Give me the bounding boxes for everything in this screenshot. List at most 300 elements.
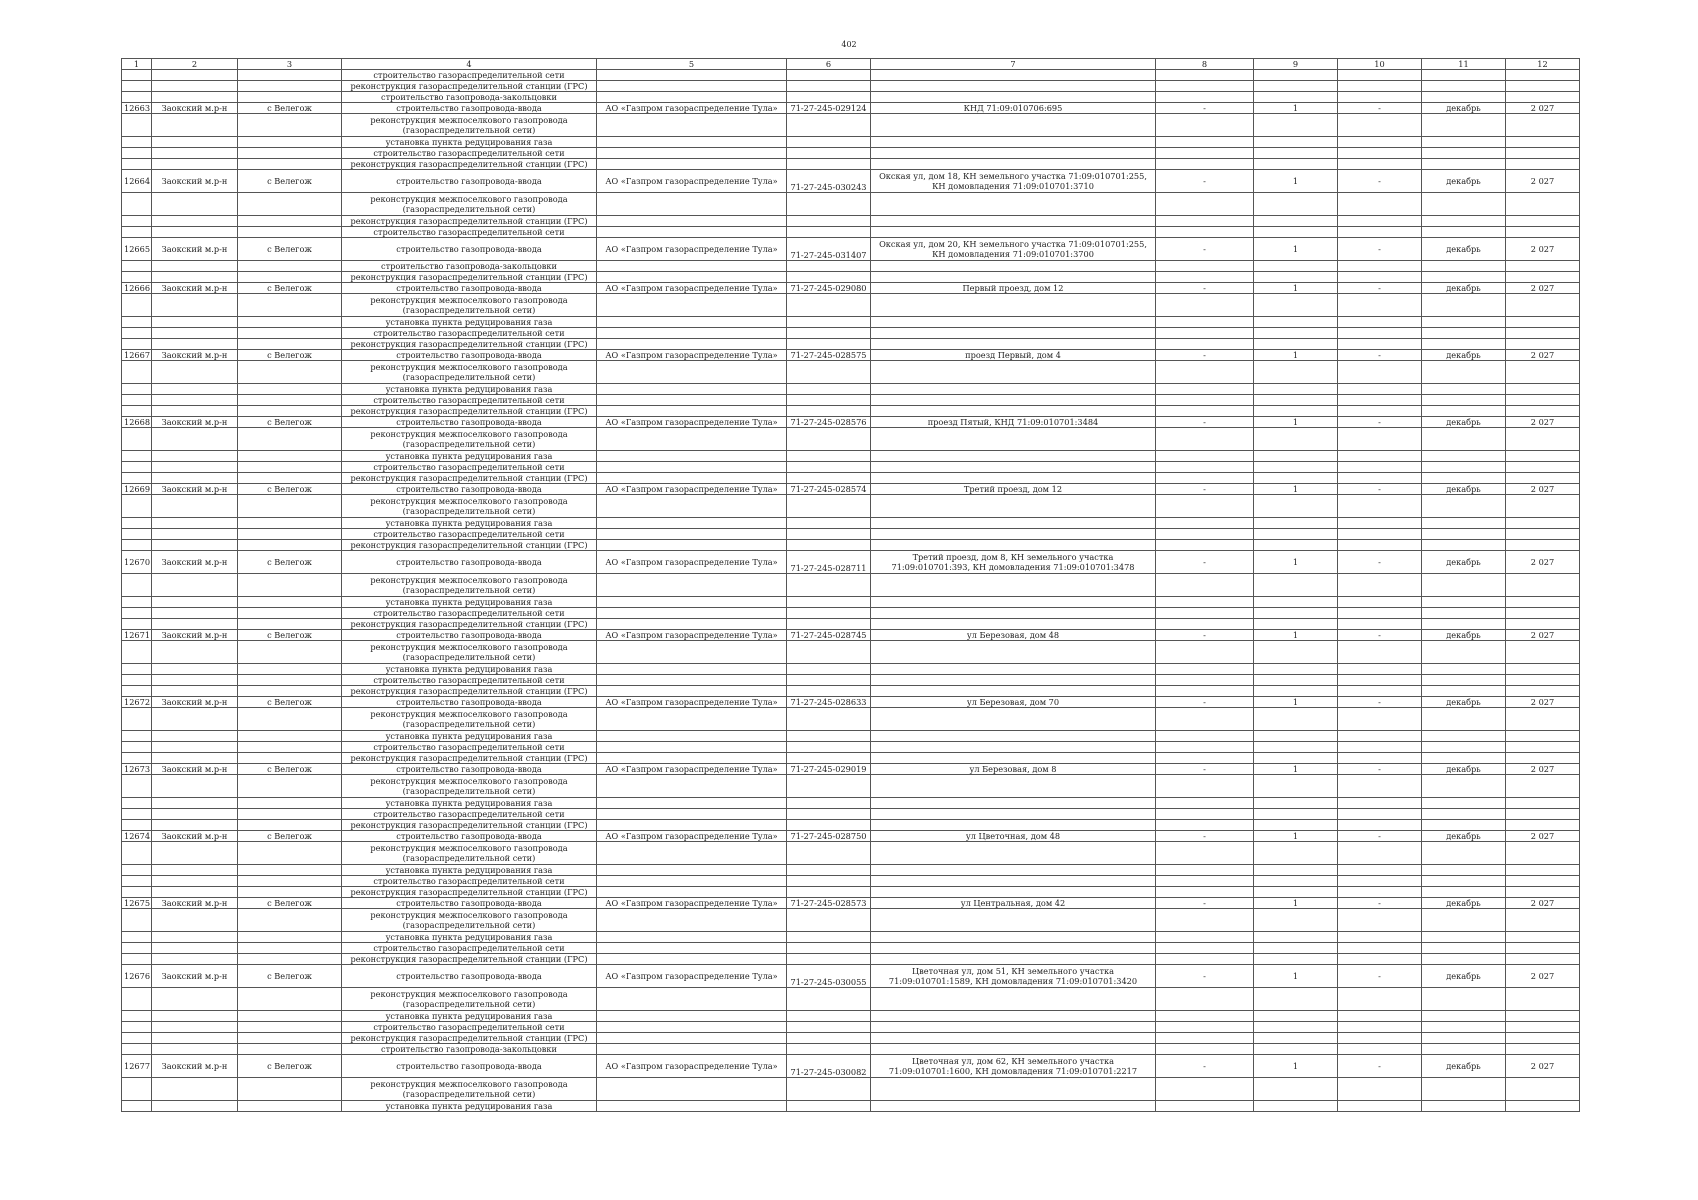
empty-cell bbox=[1506, 361, 1580, 384]
empty-cell bbox=[152, 451, 238, 462]
col8-cell: - bbox=[1156, 238, 1254, 261]
month-cell: декабрь bbox=[1422, 484, 1506, 495]
work-cell: реконструкция газораспределительной станции (ГРС) bbox=[342, 540, 597, 551]
year-cell: 2 027 bbox=[1506, 484, 1580, 495]
empty-cell bbox=[1422, 641, 1506, 664]
empty-cell bbox=[1506, 1022, 1580, 1033]
empty-cell bbox=[238, 742, 342, 753]
empty-cell bbox=[1156, 809, 1254, 820]
empty-cell bbox=[1338, 574, 1422, 597]
empty-cell bbox=[238, 540, 342, 551]
table-row-sub bbox=[122, 809, 1580, 820]
empty-cell bbox=[1422, 92, 1506, 103]
empty-cell bbox=[1156, 137, 1254, 148]
empty-cell bbox=[1254, 361, 1338, 384]
empty-cell bbox=[1254, 932, 1338, 943]
empty-cell bbox=[1156, 641, 1254, 664]
work-cell: строительство газораспределительной сети bbox=[342, 809, 597, 820]
empty-cell bbox=[1506, 529, 1580, 540]
empty-cell bbox=[238, 675, 342, 686]
empty-cell bbox=[597, 753, 787, 764]
empty-cell bbox=[1338, 518, 1422, 529]
empty-cell bbox=[1254, 943, 1338, 954]
empty-cell bbox=[597, 842, 787, 865]
work-cell: установка пункта редуцирования газа bbox=[342, 137, 597, 148]
empty-cell bbox=[1338, 361, 1422, 384]
empty-cell bbox=[871, 932, 1156, 943]
empty-cell bbox=[1422, 395, 1506, 406]
year-cell: 2 027 bbox=[1506, 764, 1580, 775]
empty-cell bbox=[122, 909, 152, 932]
work-cell: реконструкция межпоселкового газопровода (газораспределительной сети) bbox=[342, 361, 597, 384]
empty-cell bbox=[1422, 708, 1506, 731]
table-row-sub bbox=[122, 708, 1580, 731]
empty-cell bbox=[1156, 227, 1254, 238]
empty-cell bbox=[152, 428, 238, 451]
empty-cell bbox=[1338, 708, 1422, 731]
empty-cell bbox=[1254, 865, 1338, 876]
settlement-cell: с Велегож bbox=[238, 103, 342, 114]
empty-cell bbox=[1422, 272, 1506, 283]
col10-cell: - bbox=[1338, 238, 1422, 261]
year-cell: 2 027 bbox=[1506, 350, 1580, 361]
empty-cell bbox=[1422, 451, 1506, 462]
empty-cell bbox=[871, 451, 1156, 462]
empty-cell bbox=[238, 406, 342, 417]
empty-cell bbox=[1156, 495, 1254, 518]
empty-cell bbox=[597, 81, 787, 92]
empty-cell bbox=[1254, 1078, 1338, 1101]
empty-cell bbox=[1254, 775, 1338, 798]
address-cell: ул Березовая, дом 70 bbox=[871, 697, 1156, 708]
empty-cell bbox=[871, 798, 1156, 809]
table-row-sub bbox=[122, 339, 1580, 350]
empty-cell bbox=[787, 753, 871, 764]
code-cell: 71-27-245-029019 bbox=[787, 764, 871, 775]
empty-cell bbox=[1506, 70, 1580, 81]
empty-cell bbox=[238, 451, 342, 462]
empty-cell bbox=[787, 809, 871, 820]
empty-cell bbox=[1338, 675, 1422, 686]
empty-cell bbox=[122, 451, 152, 462]
empty-cell bbox=[238, 1022, 342, 1033]
empty-cell bbox=[238, 159, 342, 170]
work-cell: установка пункта редуцирования газа bbox=[342, 1101, 597, 1112]
table-row-sub bbox=[122, 114, 1580, 137]
empty-cell bbox=[152, 406, 238, 417]
col-header: 3 bbox=[238, 59, 342, 70]
empty-cell bbox=[787, 932, 871, 943]
empty-cell bbox=[1254, 1033, 1338, 1044]
empty-cell bbox=[1338, 216, 1422, 227]
empty-cell bbox=[238, 842, 342, 865]
empty-cell bbox=[238, 887, 342, 898]
empty-cell bbox=[1506, 1078, 1580, 1101]
empty-cell bbox=[1254, 708, 1338, 731]
work-cell: строительство газораспределительной сети bbox=[342, 1022, 597, 1033]
empty-cell bbox=[597, 686, 787, 697]
col-header: 12 bbox=[1506, 59, 1580, 70]
empty-cell bbox=[1422, 495, 1506, 518]
empty-cell bbox=[1254, 1022, 1338, 1033]
empty-cell bbox=[122, 932, 152, 943]
empty-cell bbox=[122, 328, 152, 339]
empty-cell bbox=[238, 820, 342, 831]
table-row-sub bbox=[122, 731, 1580, 742]
empty-cell bbox=[1506, 731, 1580, 742]
empty-cell bbox=[1506, 865, 1580, 876]
table-row-sub bbox=[122, 1011, 1580, 1022]
month-cell: декабрь bbox=[1422, 551, 1506, 574]
row-number: 12677 bbox=[122, 1055, 152, 1078]
empty-cell bbox=[1422, 216, 1506, 227]
empty-cell bbox=[1156, 159, 1254, 170]
work-cell: строительство газопровода-ввода bbox=[342, 1055, 597, 1078]
table-row-main bbox=[122, 103, 1580, 114]
table-row-main bbox=[122, 965, 1580, 988]
table-row-sub bbox=[122, 148, 1580, 159]
empty-cell bbox=[1338, 820, 1422, 831]
empty-cell bbox=[152, 641, 238, 664]
empty-cell bbox=[1254, 328, 1338, 339]
empty-cell bbox=[787, 114, 871, 137]
empty-cell bbox=[238, 193, 342, 216]
empty-cell bbox=[122, 865, 152, 876]
empty-cell bbox=[1422, 809, 1506, 820]
empty-cell bbox=[1156, 473, 1254, 484]
empty-cell bbox=[238, 954, 342, 965]
empty-cell bbox=[597, 820, 787, 831]
work-cell: реконструкция межпоселкового газопровода (газораспределительной сети) bbox=[342, 114, 597, 137]
empty-cell bbox=[238, 909, 342, 932]
code-cell: 71-27-245-030055 bbox=[787, 965, 871, 988]
col8-cell: - bbox=[1156, 417, 1254, 428]
empty-cell bbox=[1338, 909, 1422, 932]
settlement-cell: с Велегож bbox=[238, 484, 342, 495]
empty-cell bbox=[1506, 148, 1580, 159]
empty-cell bbox=[787, 943, 871, 954]
empty-cell bbox=[597, 641, 787, 664]
empty-cell bbox=[787, 428, 871, 451]
empty-cell bbox=[871, 395, 1156, 406]
empty-cell bbox=[1506, 641, 1580, 664]
empty-cell bbox=[1506, 137, 1580, 148]
empty-cell bbox=[1506, 451, 1580, 462]
work-cell: строительство газораспределительной сети bbox=[342, 876, 597, 887]
empty-cell bbox=[1422, 753, 1506, 764]
empty-cell bbox=[238, 294, 342, 317]
code-cell: 71-27-245-030082 bbox=[787, 1055, 871, 1078]
empty-cell bbox=[238, 317, 342, 328]
row-number: 12675 bbox=[122, 898, 152, 909]
empty-cell bbox=[152, 809, 238, 820]
month-cell: декабрь bbox=[1422, 965, 1506, 988]
col8-cell: - bbox=[1156, 764, 1254, 775]
col8-cell: - bbox=[1156, 965, 1254, 988]
col9-cell: 1 bbox=[1254, 350, 1338, 361]
empty-cell bbox=[1254, 820, 1338, 831]
empty-cell bbox=[1338, 317, 1422, 328]
empty-cell bbox=[787, 70, 871, 81]
empty-cell bbox=[1338, 384, 1422, 395]
empty-cell bbox=[1422, 742, 1506, 753]
empty-cell bbox=[871, 272, 1156, 283]
table-row-sub bbox=[122, 820, 1580, 831]
empty-cell bbox=[122, 137, 152, 148]
empty-cell bbox=[1254, 675, 1338, 686]
empty-cell bbox=[871, 775, 1156, 798]
empty-cell bbox=[597, 495, 787, 518]
empty-cell bbox=[1506, 114, 1580, 137]
settlement-cell: с Велегож bbox=[238, 898, 342, 909]
empty-cell bbox=[122, 1011, 152, 1022]
empty-cell bbox=[122, 462, 152, 473]
work-cell: реконструкция межпоселкового газопровода (газораспределительной сети) bbox=[342, 1078, 597, 1101]
empty-cell bbox=[1422, 361, 1506, 384]
empty-cell bbox=[1422, 261, 1506, 272]
empty-cell bbox=[1254, 1011, 1338, 1022]
empty-cell bbox=[1506, 261, 1580, 272]
empty-cell bbox=[1422, 137, 1506, 148]
table-row-main bbox=[122, 417, 1580, 428]
empty-cell bbox=[238, 495, 342, 518]
code-cell: 71-27-245-028745 bbox=[787, 630, 871, 641]
empty-cell bbox=[1156, 92, 1254, 103]
empty-cell bbox=[787, 473, 871, 484]
table-row-sub bbox=[122, 495, 1580, 518]
settlement-cell: с Велегож bbox=[238, 350, 342, 361]
empty-cell bbox=[1254, 406, 1338, 417]
code-cell: 71-27-245-028711 bbox=[787, 551, 871, 574]
empty-cell bbox=[238, 92, 342, 103]
empty-cell bbox=[1254, 1044, 1338, 1055]
empty-cell bbox=[238, 809, 342, 820]
empty-cell bbox=[1506, 81, 1580, 92]
address-cell: КНД 71:09:010706:695 bbox=[871, 103, 1156, 114]
empty-cell bbox=[1506, 1044, 1580, 1055]
empty-cell bbox=[1422, 798, 1506, 809]
table-row-sub bbox=[122, 518, 1580, 529]
empty-cell bbox=[1338, 1044, 1422, 1055]
empty-cell bbox=[1156, 114, 1254, 137]
gas-works-table bbox=[121, 58, 1580, 1112]
empty-cell bbox=[787, 272, 871, 283]
district-cell: Заокский м.р-н bbox=[152, 1055, 238, 1078]
organization-cell: АО «Газпром газораспределение Тула» bbox=[597, 417, 787, 428]
row-number: 12664 bbox=[122, 170, 152, 193]
work-cell: установка пункта редуцирования газа bbox=[342, 932, 597, 943]
empty-cell bbox=[1506, 909, 1580, 932]
empty-cell bbox=[1338, 731, 1422, 742]
empty-cell bbox=[597, 406, 787, 417]
work-cell: реконструкция межпоселкового газопровода (газораспределительной сети) bbox=[342, 193, 597, 216]
empty-cell bbox=[787, 317, 871, 328]
empty-cell bbox=[1422, 193, 1506, 216]
empty-cell bbox=[1506, 294, 1580, 317]
col10-cell: - bbox=[1338, 484, 1422, 495]
empty-cell bbox=[1422, 887, 1506, 898]
work-cell: строительство газопровода-закольцовки bbox=[342, 1044, 597, 1055]
empty-cell bbox=[1156, 608, 1254, 619]
organization-cell: АО «Газпром газораспределение Тула» bbox=[597, 697, 787, 708]
empty-cell bbox=[871, 294, 1156, 317]
empty-cell bbox=[787, 339, 871, 350]
empty-cell bbox=[1254, 887, 1338, 898]
empty-cell bbox=[152, 708, 238, 731]
empty-cell bbox=[787, 574, 871, 597]
col10-cell: - bbox=[1338, 103, 1422, 114]
empty-cell bbox=[1254, 574, 1338, 597]
empty-cell bbox=[152, 294, 238, 317]
empty-cell bbox=[238, 473, 342, 484]
code-cell: 71-27-245-028633 bbox=[787, 697, 871, 708]
empty-cell bbox=[152, 675, 238, 686]
empty-cell bbox=[871, 708, 1156, 731]
empty-cell bbox=[152, 193, 238, 216]
empty-cell bbox=[1338, 148, 1422, 159]
row-number: 12665 bbox=[122, 238, 152, 261]
col8-cell: - bbox=[1156, 350, 1254, 361]
empty-cell bbox=[871, 473, 1156, 484]
work-cell: строительство газопровода-ввода bbox=[342, 283, 597, 294]
empty-cell bbox=[152, 820, 238, 831]
empty-cell bbox=[1156, 529, 1254, 540]
empty-cell bbox=[1422, 909, 1506, 932]
empty-cell bbox=[787, 540, 871, 551]
empty-cell bbox=[122, 261, 152, 272]
empty-cell bbox=[597, 272, 787, 283]
work-cell: установка пункта редуцирования газа bbox=[342, 451, 597, 462]
empty-cell bbox=[871, 495, 1156, 518]
work-cell: установка пункта редуцирования газа bbox=[342, 518, 597, 529]
empty-cell bbox=[1506, 943, 1580, 954]
settlement-cell: с Велегож bbox=[238, 417, 342, 428]
row-number: 12663 bbox=[122, 103, 152, 114]
empty-cell bbox=[122, 820, 152, 831]
empty-cell bbox=[1156, 317, 1254, 328]
empty-cell bbox=[871, 1022, 1156, 1033]
empty-cell bbox=[787, 1101, 871, 1112]
empty-cell bbox=[597, 1044, 787, 1055]
address-cell: Цветочная ул, дом 51, КН земельного участка 71:09:010701:1589, КН домовладения 71:09:010701:3420 bbox=[871, 965, 1156, 988]
page-number: 402 bbox=[841, 40, 857, 49]
empty-cell bbox=[1156, 216, 1254, 227]
empty-cell bbox=[1254, 518, 1338, 529]
empty-cell bbox=[1254, 272, 1338, 283]
empty-cell bbox=[238, 731, 342, 742]
code-cell: 71-27-245-029124 bbox=[787, 103, 871, 114]
empty-cell bbox=[1422, 943, 1506, 954]
empty-cell bbox=[122, 428, 152, 451]
month-cell: декабрь bbox=[1422, 417, 1506, 428]
district-cell: Заокский м.р-н bbox=[152, 484, 238, 495]
empty-cell bbox=[122, 574, 152, 597]
empty-cell bbox=[1338, 1011, 1422, 1022]
empty-cell bbox=[871, 406, 1156, 417]
empty-cell bbox=[1422, 148, 1506, 159]
empty-cell bbox=[1506, 842, 1580, 865]
settlement-cell: с Велегож bbox=[238, 283, 342, 294]
address-cell: Первый проезд, дом 12 bbox=[871, 283, 1156, 294]
empty-cell bbox=[1422, 1101, 1506, 1112]
empty-cell bbox=[871, 529, 1156, 540]
empty-cell bbox=[152, 1044, 238, 1055]
empty-cell bbox=[1506, 708, 1580, 731]
empty-cell bbox=[1156, 675, 1254, 686]
empty-cell bbox=[1254, 686, 1338, 697]
table-row-main bbox=[122, 238, 1580, 261]
empty-cell bbox=[787, 294, 871, 317]
empty-cell bbox=[1338, 664, 1422, 675]
empty-cell bbox=[152, 1011, 238, 1022]
empty-cell bbox=[122, 227, 152, 238]
work-cell: строительство газораспределительной сети bbox=[342, 395, 597, 406]
table-row-sub bbox=[122, 842, 1580, 865]
work-cell: установка пункта редуцирования газа bbox=[342, 865, 597, 876]
table-row-sub bbox=[122, 664, 1580, 675]
work-cell: реконструкция газораспределительной станции (ГРС) bbox=[342, 272, 597, 283]
empty-cell bbox=[1338, 597, 1422, 608]
empty-cell bbox=[871, 1044, 1156, 1055]
table-row-sub bbox=[122, 473, 1580, 484]
table-row-main bbox=[122, 697, 1580, 708]
empty-cell bbox=[122, 70, 152, 81]
empty-cell bbox=[1338, 1078, 1422, 1101]
empty-cell bbox=[597, 540, 787, 551]
month-cell: декабрь bbox=[1422, 350, 1506, 361]
code-cell: 71-27-245-028576 bbox=[787, 417, 871, 428]
empty-cell bbox=[1338, 641, 1422, 664]
empty-cell bbox=[787, 328, 871, 339]
empty-cell bbox=[238, 384, 342, 395]
empty-cell bbox=[1338, 753, 1422, 764]
empty-cell bbox=[597, 865, 787, 876]
empty-cell bbox=[1422, 81, 1506, 92]
empty-cell bbox=[597, 92, 787, 103]
empty-cell bbox=[122, 641, 152, 664]
empty-cell bbox=[122, 619, 152, 630]
year-cell: 2 027 bbox=[1506, 238, 1580, 261]
empty-cell bbox=[1422, 876, 1506, 887]
empty-cell bbox=[871, 81, 1156, 92]
empty-cell bbox=[871, 261, 1156, 272]
empty-cell bbox=[871, 227, 1156, 238]
empty-cell bbox=[238, 708, 342, 731]
empty-cell bbox=[152, 1101, 238, 1112]
col9-cell: 1 bbox=[1254, 103, 1338, 114]
address-cell: ул Березовая, дом 48 bbox=[871, 630, 1156, 641]
empty-cell bbox=[1422, 1033, 1506, 1044]
empty-cell bbox=[152, 954, 238, 965]
empty-cell bbox=[122, 473, 152, 484]
empty-cell bbox=[1506, 820, 1580, 831]
empty-cell bbox=[787, 865, 871, 876]
empty-cell bbox=[1422, 1022, 1506, 1033]
table-row-sub bbox=[122, 529, 1580, 540]
empty-cell bbox=[1254, 462, 1338, 473]
empty-cell bbox=[1506, 272, 1580, 283]
table-row-sub bbox=[122, 317, 1580, 328]
empty-cell bbox=[871, 328, 1156, 339]
empty-cell bbox=[1156, 619, 1254, 630]
col9-cell: 1 bbox=[1254, 551, 1338, 574]
empty-cell bbox=[1254, 395, 1338, 406]
empty-cell bbox=[1422, 339, 1506, 350]
empty-cell bbox=[1506, 193, 1580, 216]
col10-cell: - bbox=[1338, 551, 1422, 574]
empty-cell bbox=[787, 451, 871, 462]
empty-cell bbox=[597, 731, 787, 742]
